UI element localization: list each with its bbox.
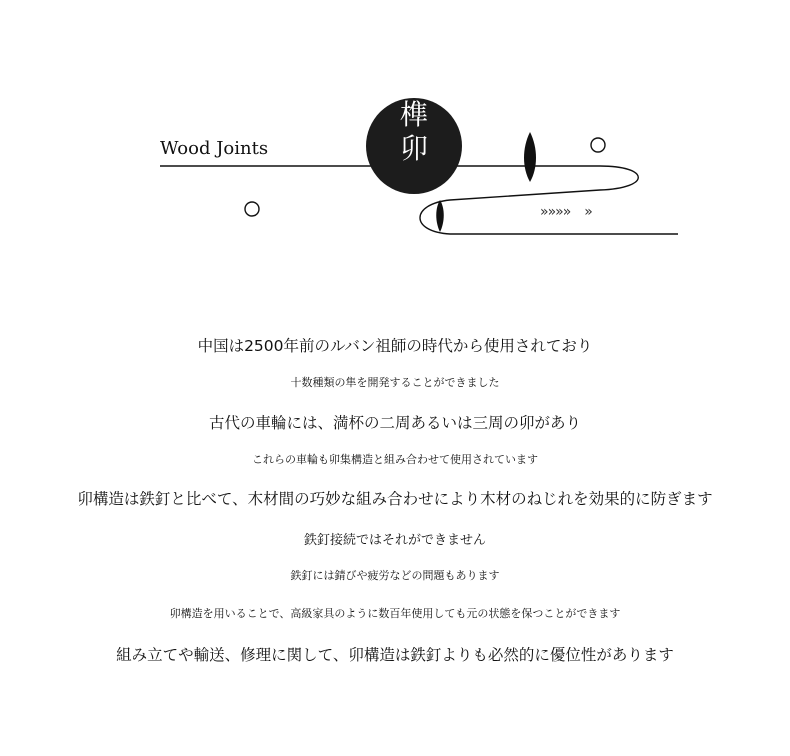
text-line: 中国は2500年前のルバン祖師の時代から使用されており: [197, 337, 593, 355]
chevron-group: »: [584, 204, 592, 220]
chevron-arrows-icon: [540, 204, 592, 220]
curved-path-line: [420, 166, 678, 234]
seal-char-top: 榫: [399, 98, 428, 131]
text-line: 鉄釘には錆びや疲労などの問題もあります: [290, 569, 500, 582]
small-circle-icon: [591, 138, 605, 152]
text-line: 十数種類の隼を開発することができました: [290, 376, 500, 389]
text-line: 卯構造は鉄釘と比べて、木材間の巧妙な組み合わせにより木材のねじれを効果的に防ぎます: [77, 490, 713, 508]
header-illustration: [0, 0, 790, 260]
chevron-group: »»»»: [540, 204, 571, 220]
leaf-shape-icon: [524, 132, 536, 182]
text-line: 古代の車輪には、満杯の二周あるいは三周の卯があり: [208, 414, 581, 432]
text-line: 卯構造を用いることで、高級家具のように数百年使用しても元の状態を保つことができます: [169, 607, 621, 620]
text-line: これらの車輪も卯集構造と組み合わせて使用されています: [252, 453, 538, 466]
text-line: 組み立てや輸送、修理に関して、卯構造は鉄釘よりも必然的に優位性があります: [116, 646, 674, 664]
seal-title: [366, 98, 462, 166]
small-circle-icon: [245, 202, 259, 216]
text-line: 鉄釘接続ではそれができません: [303, 533, 486, 548]
title-english: Wood Joints: [160, 138, 269, 159]
leaf-shape-icon: [436, 200, 444, 232]
seal-char-bottom: 卯: [399, 132, 428, 165]
